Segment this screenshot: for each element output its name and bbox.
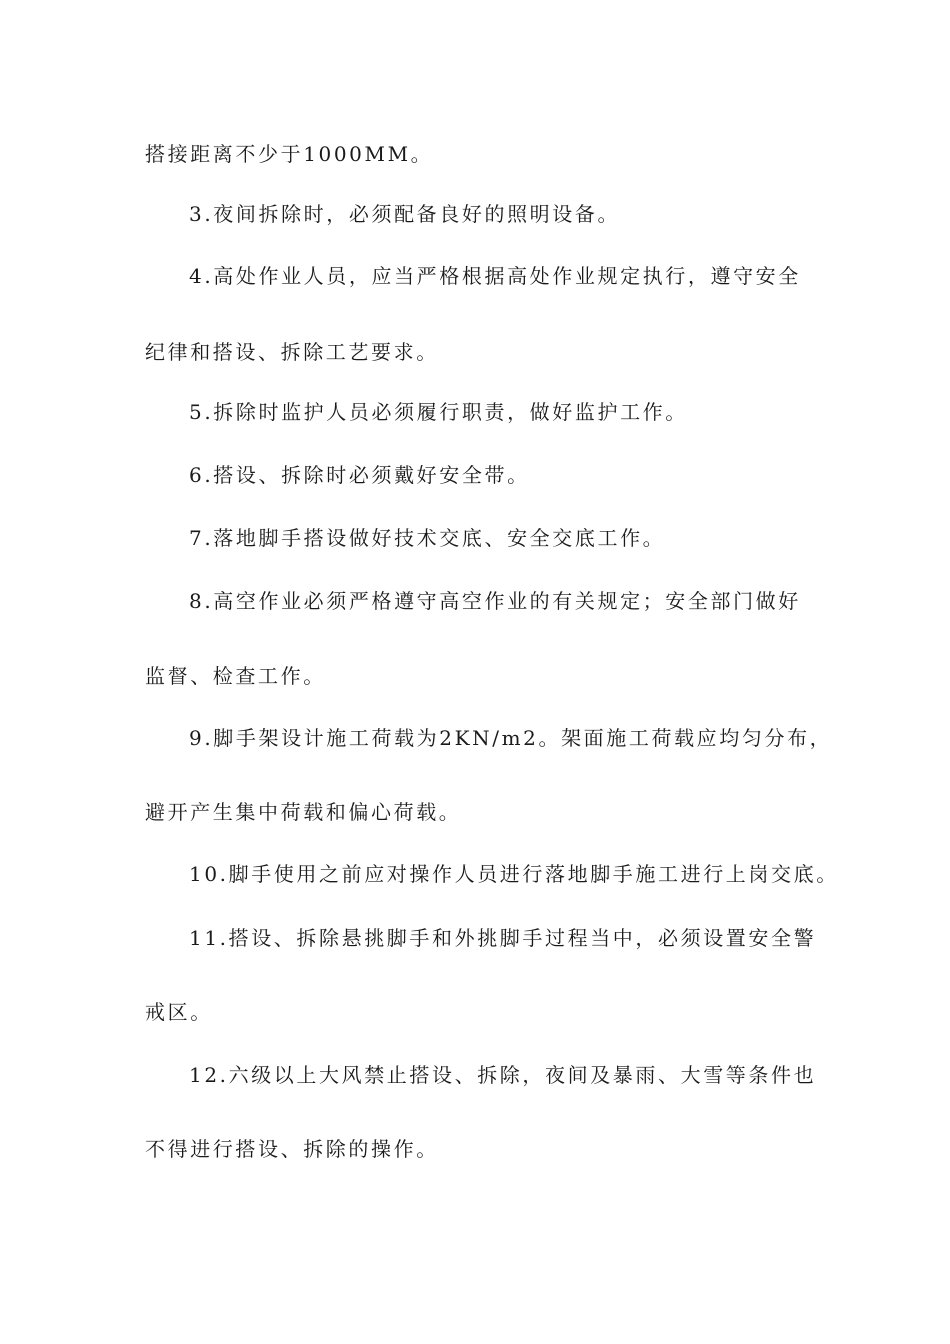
paragraph-line: 12.六级以上大风禁止搭设、拆除，夜间及暴雨、大雪等条件也 [189, 1063, 817, 1087]
paragraph-line: 戒区。 [145, 1000, 213, 1024]
paragraph-line: 监督、检查工作。 [145, 664, 326, 688]
paragraph-line: 7.落地脚手搭设做好技术交底、安全交底工作。 [189, 526, 666, 550]
paragraph-line: 5.拆除时监护人员必须履行职责，做好监护工作。 [189, 400, 688, 424]
paragraph-line: 不得进行搭设、拆除的操作。 [145, 1137, 439, 1161]
paragraph-line: 纪律和搭设、拆除工艺要求。 [145, 340, 439, 364]
paragraph-line: 避开产生集中荷载和偏心荷载。 [145, 800, 462, 824]
paragraph-line: 3.夜间拆除时，必须配备良好的照明设备。 [189, 202, 621, 226]
paragraph-line: 11.搭设、拆除悬挑脚手和外挑脚手过程当中，必须设置安全警 [189, 926, 817, 950]
paragraph-line: 8.高空作业必须严格遵守高空作业的有关规定；安全部门做好 [189, 589, 801, 613]
paragraph-line: 4.高处作业人员，应当严格根据高处作业规定执行，遵守安全 [189, 264, 801, 288]
paragraph-line: 搭接距离不少于1000MM。 [145, 142, 434, 166]
paragraph-line: 9.脚手架设计施工荷载为2KN/m2。架面施工荷载应均匀分布， [189, 726, 833, 750]
paragraph-line: 6.搭设、拆除时必须戴好安全带。 [189, 463, 530, 487]
paragraph-line: 10.脚手使用之前应对操作人员进行落地脚手施工进行上岗交底。 [189, 862, 839, 886]
